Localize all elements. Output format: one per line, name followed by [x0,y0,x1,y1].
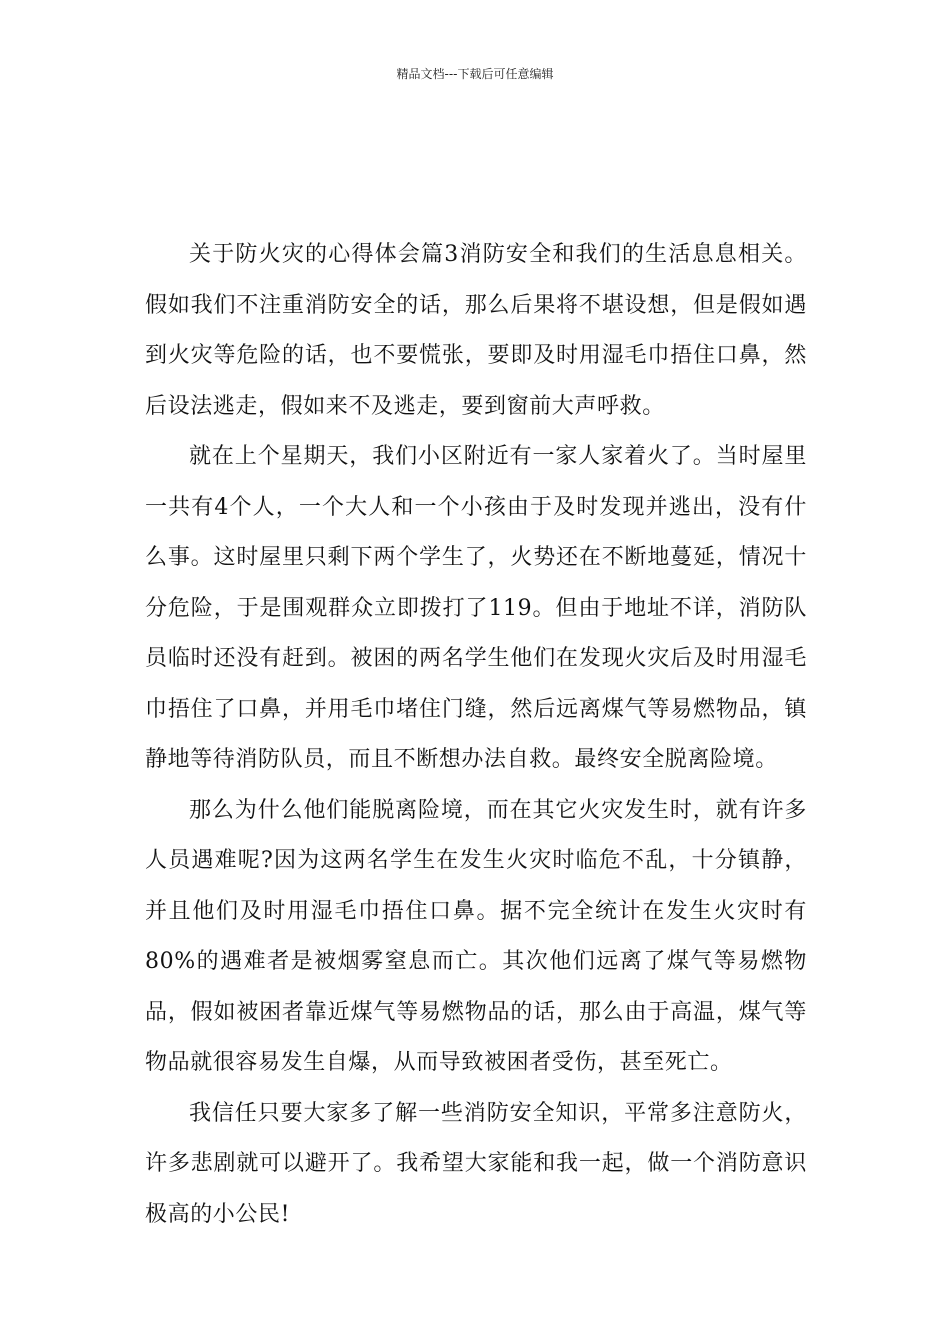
paragraph-1: 关于防火灾的心得体会篇3消防安全和我们的生活息息相关。假如我们不注重消防安全的话，那么后果将不堪设想，但是假如遇到火灾等危险的话，也不要慌张，要即及时用湿毛巾捂住口鼻，然后设法逃走，假如来不及逃走，要到窗前大声呼救。 [145,242,807,419]
document-body [145,230,807,1240]
paragraph-2: 就在上个星期天，我们小区附近有一家人家着火了。当时屋里一共有4个人，一个大人和一个小孩由于及时发现并逃出，没有什么事。这时屋里只剩下两个学生了，火势还在不断地蔓延，情况十分危险，于是围观群众立即拨打了119。但由于地址不详，消防队员临时还没有赶到。被困的两名学生他们在发现火灾后及时用湿毛巾捂住了口鼻，并用毛巾堵住门缝，然后远离煤气等易燃物品，镇静地等待消防队员，而且不断想办法自救。最终安全脱离险境。 [145,444,807,772]
paragraph-4: 我信任只要大家多了解一些消防安全知识，平常多注意防火，许多悲剧就可以避开了。我希望大家能和我一起，做一个消防意识极高的小公民! [145,1100,807,1227]
page-header: 精品文档---下载后可任意编辑 [396,67,554,81]
paragraph-3: 那么为什么他们能脱离险境，而在其它火灾发生时，就有许多人员遇难呢?因为这两名学生在发生火灾时临危不乱，十分镇静，并且他们及时用湿毛巾捂住口鼻。据不完全统计在发生火灾时有80%的遇难者是被烟雾窒息而亡。其次他们远离了煤气等易燃物品，假如被困者靠近煤气等易燃物品的话，那么由于高温，煤气等物品就很容易发生自爆，从而导致被困者受伤，甚至死亡。 [145,797,807,1075]
